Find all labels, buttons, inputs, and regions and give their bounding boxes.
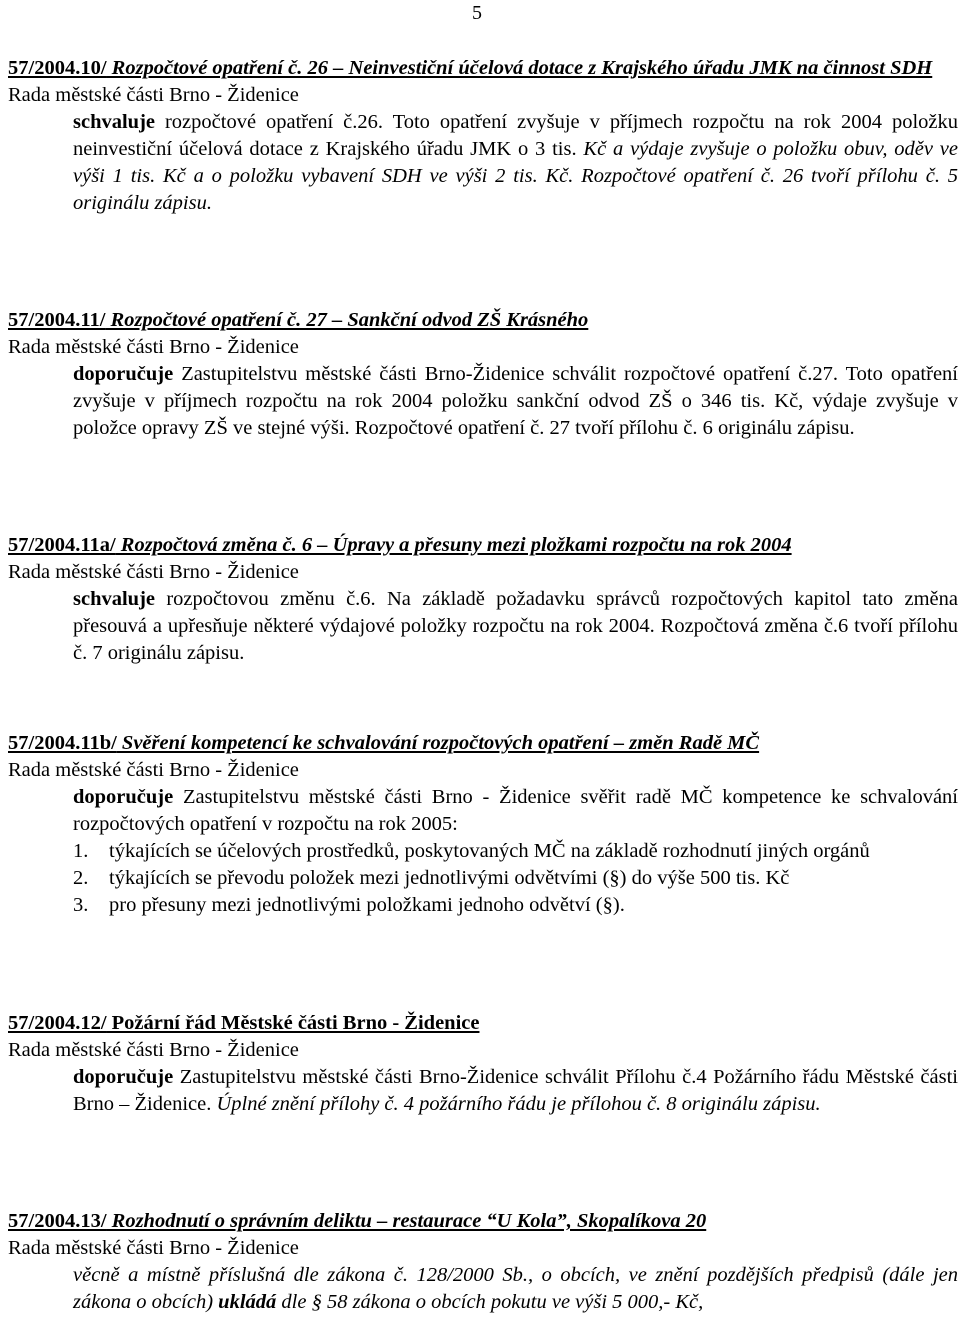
resolution-text: doporučuje Zastupitelstvu městské části Brno-Židenice schválit Přílohu č.4 Požárního řádu Městské části Brno – Židenice. Úplné znění přílohy č. 4 požárního řádu je přílohou č. 8 originálu zápisu. [73, 1066, 958, 1115]
section-heading [8, 532, 958, 559]
council-label: Rada městské části Brno - Židenice [8, 561, 299, 583]
section-heading [8, 730, 958, 757]
list-item: 3. pro přesuny mezi jednotlivými položkami jednoho odvětví (§). [73, 894, 625, 916]
section-heading [8, 1208, 958, 1235]
council-label: Rada městské části Brno - Židenice [8, 336, 299, 358]
heading-title: Požární řád Městské části Brno - Židenice [106, 1012, 480, 1034]
heading-title: Rozpočtová změna č. 6 – Úpravy a přesuny mezi pložkami rozpočtu na rok 2004 [115, 534, 792, 556]
resolution-text: schvaluje rozpočtové opatření č.26. Toto opatření zvyšuje v příjmech rozpočtu na rok 2004 položku neinvestiční účelová dotace z Krajského úřadu JMK o 3 tis. Kč a výdaje zvyšuje o položku obuv, oděv ve výši 1 tis. Kč a o položku vybavení SDH ve výši 2 tis. Kč. Rozpočtové opatření č. 26 tvoří přílohu č. 5 originálu zápisu. [73, 111, 958, 214]
section-57-2004-13 [8, 1208, 958, 1316]
resolution-text: doporučuje Zastupitelstvu městské části Brno-Židenice schválit rozpočtové opatření č.27. Toto opatření zvyšuje v příjmech rozpočtu na rok 2004 položku sankční odvod ZŠ o 346 tis. Kč, výdaje zvyšuje v položce opravy ZŠ ve stejné výši. Rozpočtové opatření č. 27 tvoří přílohu č. 6 originálu zápisu. [73, 363, 958, 439]
heading-number: 57/2004.10/ [8, 57, 107, 79]
resolution-text: doporučuje Zastupitelstvu městské části Brno - Židenice svěřit radě MČ kompetence ke schvalování rozpočtových opatření v rozpočtu na rok 2005: [73, 786, 958, 835]
resolution-keyword: ukládá [218, 1291, 277, 1313]
section-57-2004-10 [8, 55, 958, 217]
list-item: 1. týkajících se účelových prostředků, poskytovaných MČ na základě rozhodnutí jiných orgánů [73, 840, 870, 862]
competence-list [8, 838, 958, 919]
heading-number: 57/2004.11/ [8, 309, 106, 331]
heading-title: Svěření kompetencí ke schvalování rozpočtových opatření – změn Radě MČ [116, 732, 760, 754]
section-heading [8, 55, 958, 82]
council-label: Rada městské části Brno - Židenice [8, 1039, 299, 1061]
section-57-2004-11 [8, 307, 958, 442]
heading-number: 57/2004.11a/ [8, 534, 116, 556]
resolution-keyword: schvaluje [73, 588, 155, 610]
heading-title: Rozhodnutí o správním deliktu – restaurace “U Kola”, Skopalíkova 20 [106, 1210, 707, 1232]
heading-number: 57/2004.13/ [8, 1210, 107, 1232]
page-number: 5 [472, 2, 482, 24]
section-57-2004-11b [8, 730, 958, 919]
section-heading [8, 307, 958, 334]
council-label: Rada městské části Brno - Židenice [8, 84, 299, 106]
resolution-keyword: schvaluje [73, 111, 155, 133]
council-label: Rada městské části Brno - Židenice [8, 759, 299, 781]
heading-title: Rozpočtové opatření č. 27 – Sankční odvod ZŠ Krásného [105, 309, 589, 331]
section-57-2004-11a [8, 532, 958, 667]
section-heading [8, 1010, 958, 1037]
council-label: Rada městské části Brno - Židenice [8, 1237, 299, 1259]
section-57-2004-12 [8, 1010, 958, 1118]
heading-number: 57/2004.11b/ [8, 732, 117, 754]
heading-title: Rozpočtové opatření č. 26 – Neinvestiční účelová dotace z Krajského úřadu JMK na činnost SDH [106, 57, 933, 79]
list-item: 2. týkajících se převodu položek mezi jednotlivými odvětvími (§) do výše 500 tis. Kč [73, 867, 790, 889]
resolution-keyword: doporučuje [73, 363, 174, 385]
heading-number: 57/2004.12/ [8, 1012, 107, 1034]
resolution-text: věcně a místně příslušná dle zákona č. 128/2000 Sb., o obcích, ve znění pozdějších předpisů (dále jen zákona o obcích) ukládá dle § 58 zákona o obcích pokutu ve výši 5 000,- Kč, [73, 1264, 958, 1313]
resolution-keyword: doporučuje [73, 1066, 174, 1088]
resolution-text: schvaluje rozpočtovou změnu č.6. Na základě požadavku správců rozpočtových kapitol tato změna přesouvá a upřesňuje některé výdajové položky rozpočtu na rok 2004. Rozpočtová změna č.6 tvoří přílohu č. 7 originálu zápisu. [73, 588, 958, 664]
resolution-keyword: doporučuje [73, 786, 174, 808]
